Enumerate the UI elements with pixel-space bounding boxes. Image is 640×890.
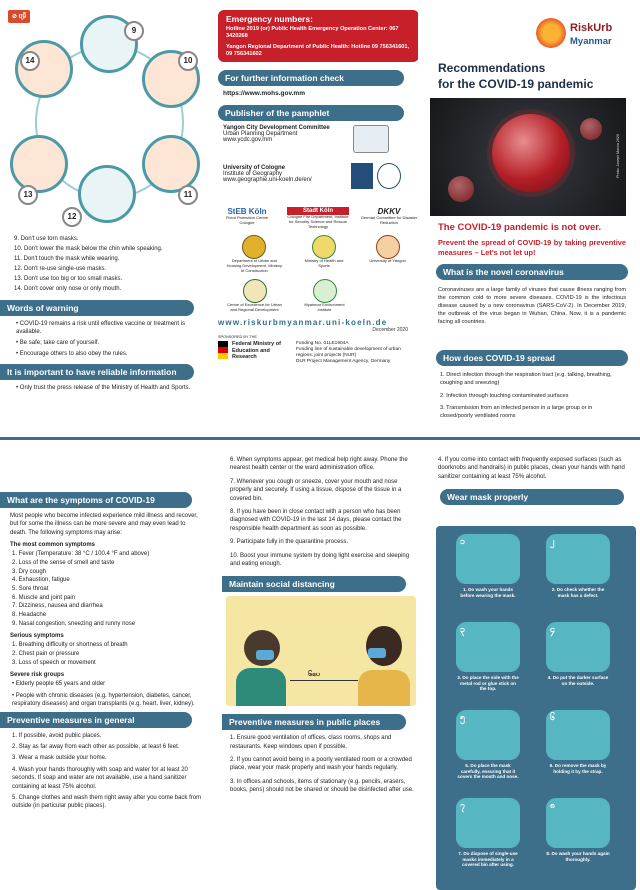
list-item: 8. If you have been in close contact with a person who has been diagnosed with COVID-19 in the last 14 days, please contact the responsible health department as soon as possible. (230, 508, 402, 532)
no-icon: ⊘ (12, 14, 18, 20)
reliable-info-heading: It is important to have reliable information (0, 364, 194, 380)
novel-coronavirus-heading: What is the novel coronavirus (436, 264, 628, 280)
number-badge: 11 (178, 185, 198, 205)
number-badge: 13 (18, 185, 38, 205)
mask-donts-list (10, 235, 205, 294)
list-item: 1. Ensure good ventilation of offices, class rooms, shops and restaurants. Keep windows open if possible. (230, 735, 392, 750)
preventive-continued-list (222, 456, 422, 568)
virus-particle-icon (448, 176, 474, 202)
list-item: 10. Don't lower the mask below the chin while speaking. (14, 246, 163, 253)
list-item: 11. Don't touch the mask while wearing. (14, 256, 120, 263)
list-item: 3. Loss of speech or movement (12, 659, 96, 666)
logo-caption: Cologne Fire Department, Institute for Security Science and Rescue Technology (287, 214, 349, 229)
logo-caption: University of Yangon (369, 258, 406, 264)
number-badge: 9 (124, 21, 144, 41)
list-item: 10. Boost your immune system by doing light exercise and sleeping and eating enough. (230, 552, 410, 567)
funding-line: Funding line of sustainable development of urban regions: joint projects (NUR) (296, 347, 401, 359)
person-left-icon (244, 630, 280, 666)
list-item: • Only trust the press release of the Ministry of Health and Sports. (16, 384, 205, 392)
bottom-middle-panel (222, 456, 422, 890)
logo-caption: Myanmar Environment Institute (304, 301, 345, 312)
logo-caption: Flood Protection Centre Cologne (225, 215, 269, 225)
list-item: • Be safe; take care of yourself. (16, 339, 205, 347)
list-item: 9. Participate fully in the quarantine process. (230, 539, 349, 546)
list-item: 1. Fever (Temperature: 38 °C / 100.4 °F and above) (12, 551, 150, 558)
mask-step (456, 710, 520, 794)
mask-step (546, 534, 610, 618)
list-item: 4. Wash your hands thoroughly with soap and water for at least 20 seconds. If soap and water are not available, use a hand sanitizer containing at least 75% alcohol. (12, 766, 188, 790)
step-number-icon: ၅ (460, 712, 466, 722)
publisher-url[interactable]: www.ycdc.gov.mm (223, 137, 273, 144)
list-item: 13. Don't use too big or too small masks. (14, 276, 123, 283)
list-item: 3. Transmission from an infected person in a large group or in closed/poorly ventilated rooms (440, 405, 593, 420)
german-eagle-icon (218, 341, 228, 359)
step-caption: 3. Do place the side with the metal rod or glue stick on the top. (457, 675, 519, 692)
list-item: 7. Dizziness, nausea and diarrhea (12, 603, 103, 610)
mask-step (546, 710, 610, 794)
risk-groups-list (10, 680, 203, 707)
mask-step (546, 622, 610, 706)
ministry-health-seal (312, 235, 336, 259)
mask-step (456, 798, 520, 882)
cologne-seal-icon (377, 163, 401, 189)
list-item: 2. Loss of the sense of smell and taste (12, 559, 115, 566)
list-item: 1. Direct infection through the respiration tract (e.g. talking, breathing, coughing and sneezing) (440, 372, 612, 386)
serious-symptoms-title: Serious symptoms (10, 633, 64, 640)
mask-steps-board (436, 526, 636, 890)
not-over-heading: The COVID-19 pandemic is not over. (438, 222, 602, 233)
list-item: 3. In offices and schools, items of stationary (e.g. pencils, erasers, books, pens) should not be shared or should be disinfected after use. (230, 778, 414, 794)
publisher-dept: Urban Planning Department (223, 131, 298, 138)
list-item: 6. When symptoms appear, get medical help right away. Phone the nearest health center or the ward administration office. (230, 457, 408, 472)
virus-particle-icon (492, 114, 570, 192)
common-symptoms-title: The most common symptoms (10, 542, 96, 549)
list-item: 9. Don't use torn masks. (14, 236, 79, 242)
list-item: • People with chronic diseases (e.g. hypertension, diabetes, cancer, respiratory diseases) and organ transplants (e.g. heart, liver, kidney). (12, 692, 203, 708)
preventive-general-heading: Preventive measures in general (0, 712, 192, 728)
publish-date: December 2020 (372, 327, 408, 334)
distance-arrow (290, 680, 358, 681)
health-ministry-link[interactable]: https://www.mohs.gov.mm (223, 90, 305, 98)
list-item: • Encourage others to also obey the rules. (16, 350, 205, 358)
publisher-heading: Publisher of the pamphlet (218, 105, 404, 121)
step-illustration (546, 622, 610, 672)
face-circle-11 (142, 135, 200, 193)
list-item: 3. Wear a mask outside your home. (12, 755, 107, 762)
publisher-dept: Institute of Geography (223, 171, 283, 178)
bottom-left-panel (0, 484, 213, 890)
sponsor-label: SPONSORED BY THE (218, 335, 257, 340)
face-circle-13 (10, 135, 68, 193)
dkkv-logo: DKKV (377, 207, 401, 217)
symptoms-intro: Most people who become infected experience mild illness and recover, but for some the illness can be more severe and may even lead to death. The following symptoms may arise: (10, 513, 198, 536)
logo-caption: Centre of Excellence for Urban and Regional Development (227, 301, 282, 312)
logo-caption: German Committee for Disaster Reduction (360, 215, 418, 225)
city-skyline-icon (536, 18, 566, 48)
person-right-body (358, 670, 410, 706)
coe-seal (243, 279, 267, 303)
funding-agency: DLR Project Management Agency, Germany (296, 359, 391, 365)
step-caption: 4. Do put the darker surface on the outside. (547, 675, 609, 686)
stadt-koeln-logo: Stadt Köln (287, 207, 349, 215)
person-right-icon (366, 626, 402, 666)
step-number-icon: ၄ (550, 624, 556, 634)
virus-particle-icon (580, 118, 602, 140)
step-illustration (456, 622, 520, 672)
yangon-uni-seal (376, 235, 400, 259)
riskurb-logo: RiskUrb Myanmar (536, 10, 632, 58)
face-circle-12 (78, 165, 136, 223)
step-illustration (456, 798, 520, 848)
number-badge: 12 (62, 207, 82, 227)
step-number-icon: ၂ (550, 536, 555, 546)
emergency-box (218, 10, 418, 62)
mask-icon (256, 650, 274, 660)
list-item: • COVID-19 remains a risk until effective vaccine or treatment is available. (16, 320, 205, 336)
mask-step (546, 798, 610, 882)
list-item: 6. Muscle and joint pain (12, 594, 76, 601)
ycdc-logo (353, 125, 389, 153)
emergency-title: Emergency numbers: (226, 14, 313, 24)
list-item: 7. Whenever you cough or sneeze, cover your mouth and nose properly and securely. If using a tissue, dispose of the tissue in a covered bin. (230, 478, 402, 502)
step-number-icon: ၈ (550, 800, 556, 810)
list-item: 2. Infection through touching contaminated surfaces (440, 392, 569, 399)
step-illustration (546, 798, 610, 848)
publisher-url[interactable]: www.geographie.uni-koeln.de/en/ (223, 177, 312, 184)
public-places-heading: Preventive measures in public places (222, 714, 406, 730)
mask-step (456, 622, 520, 706)
step-caption: 7. Do dispose of single-use masks immediately in a covered bin after using. (458, 851, 518, 868)
step-number-icon: ၃ (460, 624, 466, 634)
social-distancing-illustration (226, 596, 416, 706)
list-item: 4. Exhaustion, fatigue (12, 577, 70, 584)
step-illustration (546, 710, 610, 760)
funding-number: Funding No. 01LE1904A (296, 341, 349, 347)
mask-step (456, 534, 520, 618)
list-item: 1. If possible, avoid public places. (12, 732, 102, 739)
publisher-name: Yangon City Development Committee (223, 125, 330, 132)
list-item: 1. Breathing difficulty or shortness of breath (12, 642, 128, 649)
mask-donts-diagram (10, 15, 205, 230)
top-left-panel (0, 0, 213, 437)
list-item: 2. Stay as far away from each other as possible, at least 6 feet. (12, 744, 180, 751)
mask-icon (368, 648, 386, 658)
public-places-list (222, 734, 422, 794)
emergency-line: Hotline 2019 (or) Public Health Emergency Operation Center: 067 3420268 (226, 26, 399, 40)
step-caption: 5. Do place the mask carefully, ensuring that it covers the mouth and nose. (457, 763, 519, 780)
further-info-heading: For further information check (218, 70, 404, 86)
list-item: 5. Change clothes and wash them right away after you come back from outside (in particular public places). (12, 795, 202, 810)
spread-heading: How does COVID-19 spread (436, 350, 628, 366)
project-website[interactable]: www.riskurbmyanmar.uni-koeln.de (218, 318, 388, 328)
number-badge: 10 (178, 51, 198, 71)
publisher-name: University of Cologne (223, 165, 286, 172)
list-item: 8. Headache (12, 611, 47, 618)
emergency-line: Yangon Regional Department of Public Health: Hotline 09 756341601, 09 756341602 (226, 43, 410, 57)
top-middle-panel (218, 10, 418, 435)
language-badge: ⊘ ម្រើ (8, 10, 30, 23)
fold-divider (0, 437, 640, 440)
number-badge: 14 (20, 51, 40, 71)
mei-logo (313, 279, 337, 303)
risk-groups-title: Severe risk groups (10, 672, 65, 679)
words-of-warning-heading: Words of warning (0, 300, 194, 316)
list-item: 12. Don't re-use single-use masks. (14, 266, 107, 273)
social-distancing-heading: Maintain social distancing (222, 576, 406, 592)
list-item: 2. Chest pain or pressure (12, 651, 80, 658)
list-item: 2. If you cannot avoid being in a poorly ventilated room or a crowded place, wear your mask properly and wash your hands regularly. (230, 757, 412, 772)
wear-mask-heading: Wear mask properly (440, 489, 624, 505)
step-number-icon: ၇ (460, 800, 466, 810)
bottom-right-panel (432, 456, 640, 890)
steb-logo: StEB Köln (227, 207, 267, 217)
document-title: Recommendations for the COVID-19 pandemic (438, 61, 594, 92)
list-item: 9. Nasal congestion, sneezing and runny nose (12, 620, 136, 627)
urban-dept-seal (242, 235, 266, 259)
list-item: 5. Sore throat (12, 585, 49, 592)
step-illustration (456, 710, 520, 760)
step-illustration (546, 534, 610, 584)
distance-label: ၆ပေ (308, 671, 320, 679)
prevent-tagline: Prevent the spread of COVID-19 by taking preventive measures – Let's not let up! (438, 238, 626, 257)
list-item: 14. Don't cover only nose or only mouth. (14, 286, 122, 293)
list-item: 4. If you come into contact with frequently exposed surfaces (such as doorknobs and handrails) in public places, clean your hands with hand sanitizer containing at least 75% alcohol. (438, 457, 625, 480)
step-illustration (456, 534, 520, 584)
step-number-icon: ၁ (460, 536, 466, 546)
logo-caption: Ministry of Health and Sports (304, 258, 344, 269)
list-item: • Elderly people 65 years and older (12, 680, 203, 688)
common-symptoms-list (10, 550, 203, 628)
step-number-icon: ၆ (550, 712, 556, 722)
reliable-list (10, 384, 205, 392)
list-item: 3. Dry cough (12, 568, 47, 575)
novel-coronavirus-text: Coronaviruses are a large family of viruses that cause illness ranging from the common cold to more severe diseases. COVID-19 is the infectious disease caused by a new coronavirus (SARS-CoV-2). In December 2019, the outbreak of the virus began in Wuhan, China. Now, it is a pandemic facing all countries. (438, 287, 626, 326)
serious-symptoms-list (10, 641, 203, 667)
ministry-name: Federal Ministry of Education and Research (232, 341, 281, 361)
step-caption: 8. Do wash your hands again thoroughly. (546, 851, 610, 862)
logo-caption: Department of Urban and Housing Development, Ministry of Construction (226, 258, 282, 274)
cologne-logo (351, 163, 373, 189)
coronavirus-image (430, 98, 626, 216)
warning-list (10, 320, 205, 358)
step-caption: 2. Do check whether the mask has a defect. (551, 587, 605, 598)
preventive-general-list (10, 732, 203, 811)
step-caption: 1. Do wash your hands before wearing the mask. (460, 587, 516, 598)
step-caption: 6. Do remove the mask by holding it by the strap. (549, 763, 607, 774)
top-right-panel (430, 10, 640, 435)
person-left-body (236, 668, 286, 706)
photo-credit: Photo: Joseph Mucira 2020 (616, 134, 621, 178)
symptoms-heading: What are the symptoms of COVID-19 (0, 492, 192, 508)
